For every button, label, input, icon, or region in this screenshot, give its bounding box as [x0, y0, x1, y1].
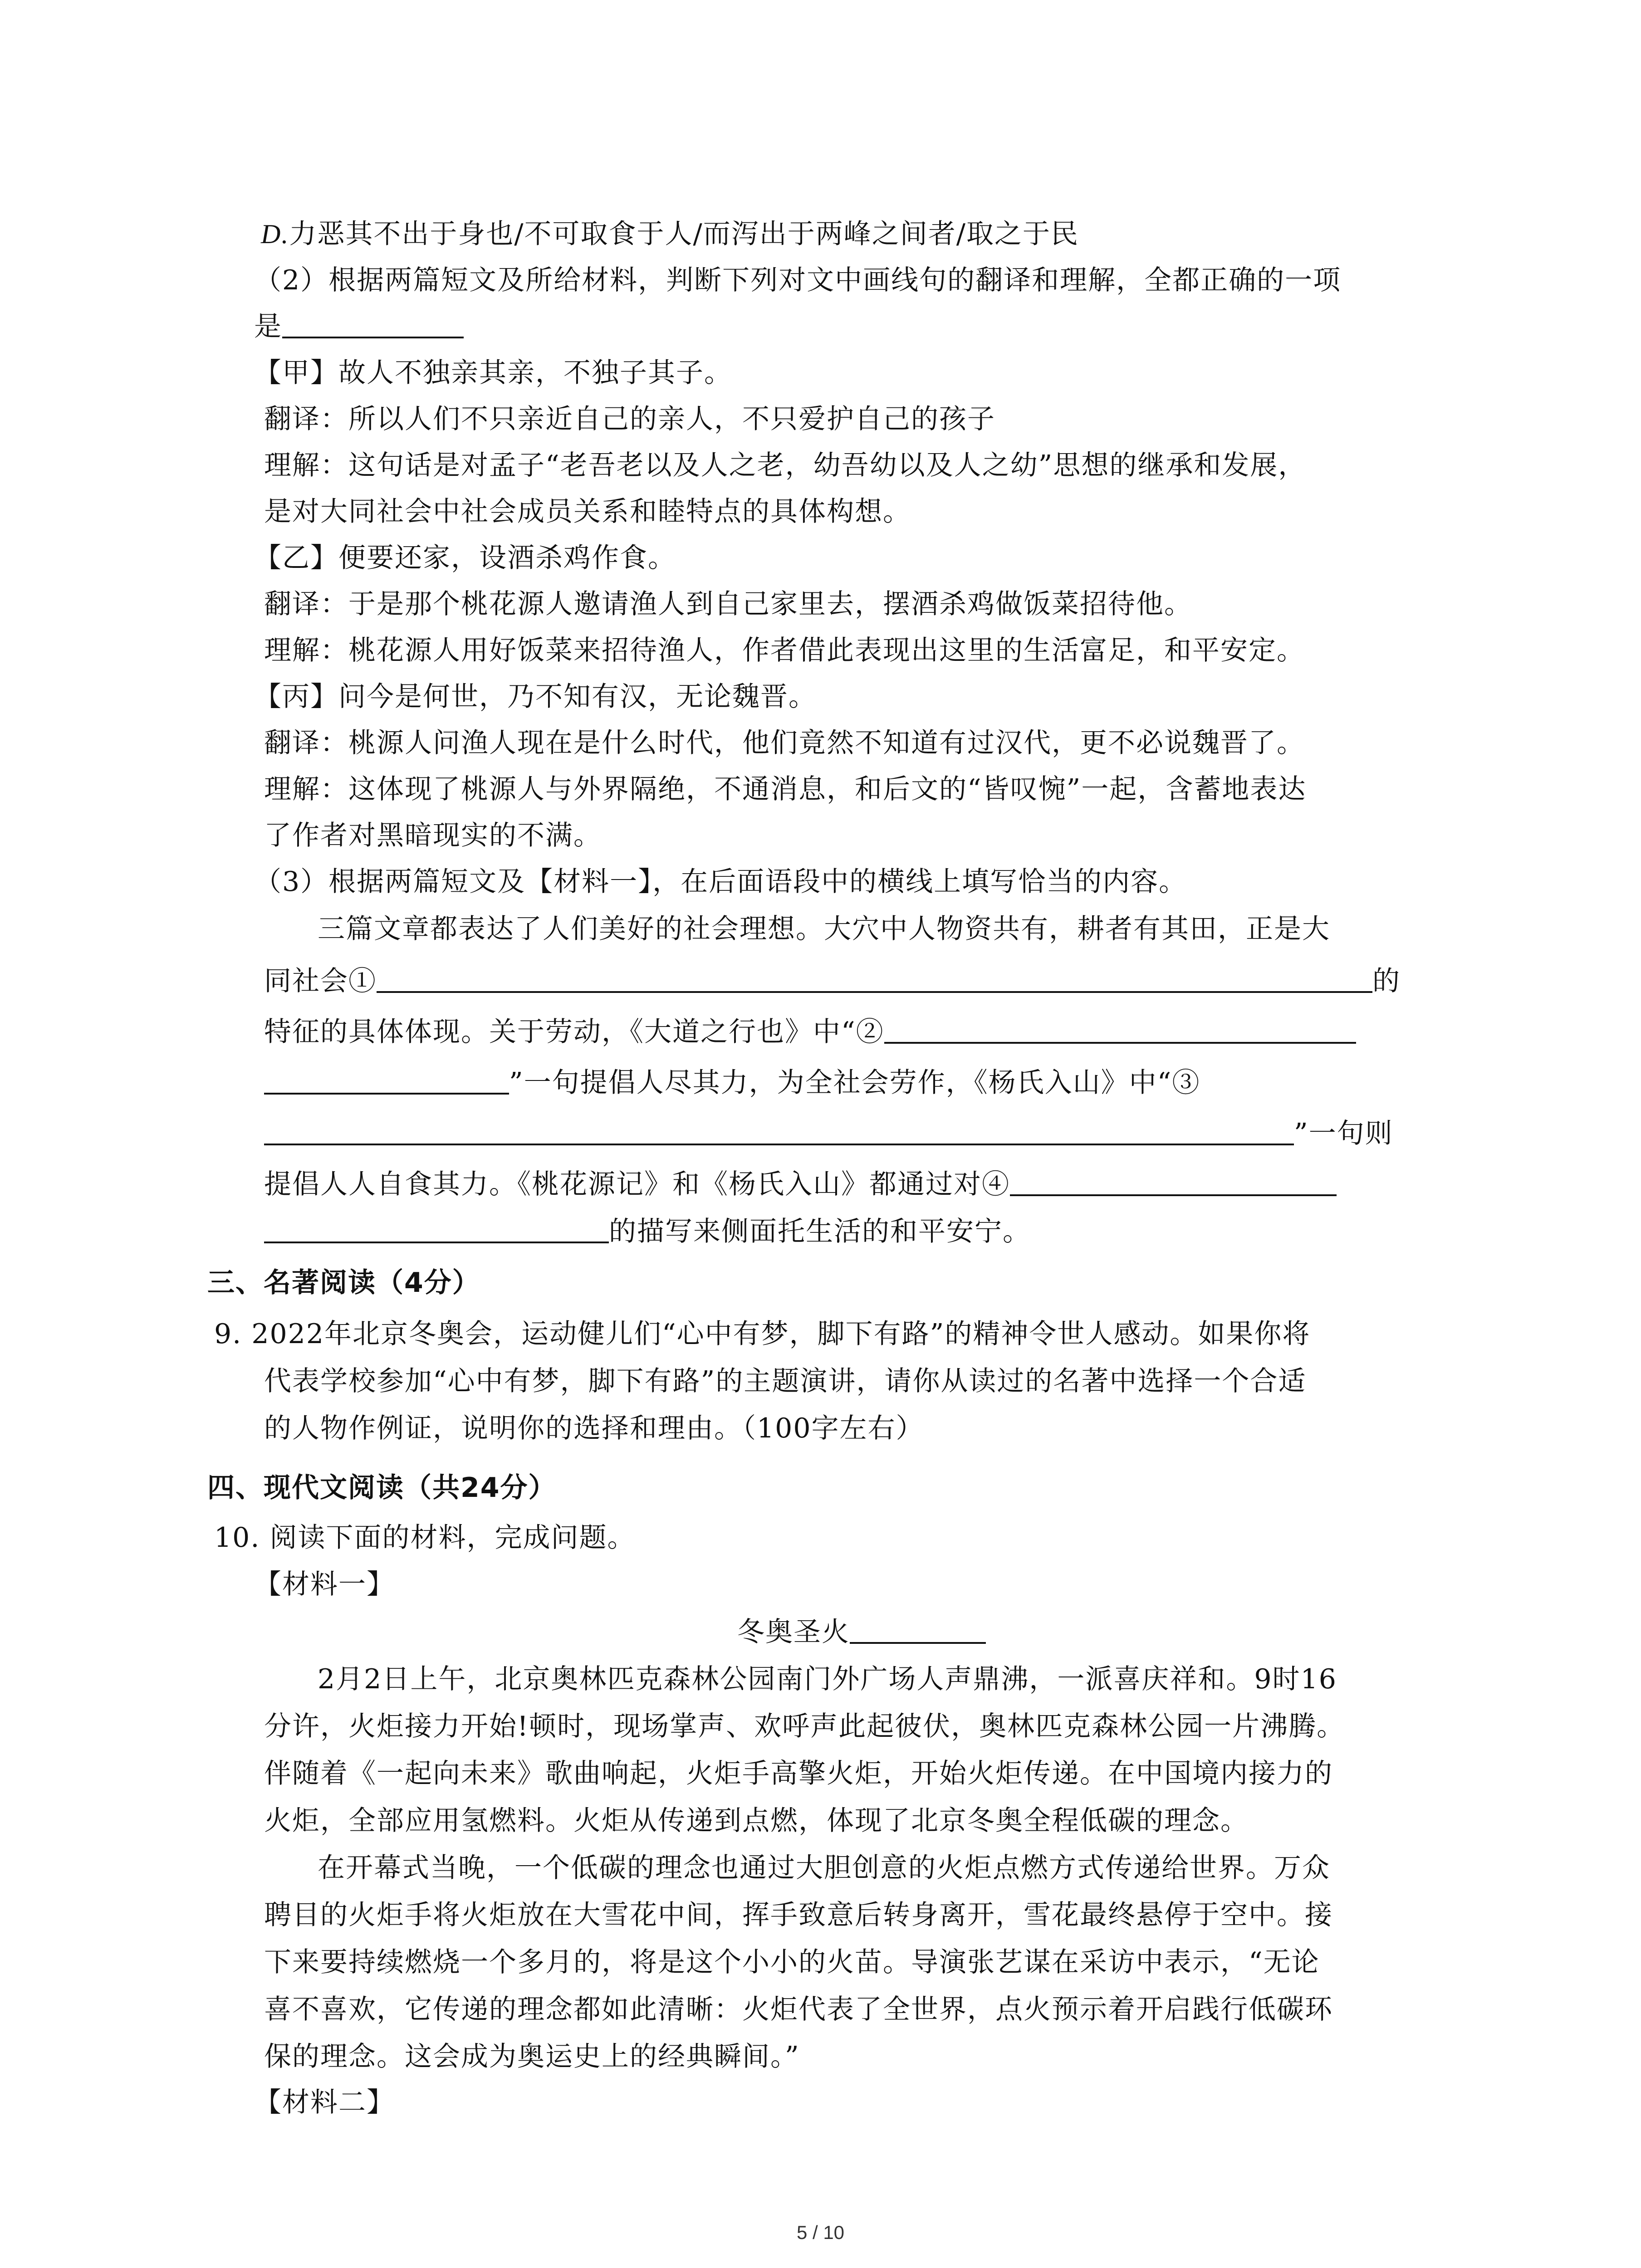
article-para-1-line-2: 分许，火炬接力开始!顿时，现场掌声、欢呼声此起彼伏，奥林匹克森林公园一片沸腾。	[264, 1711, 1345, 1742]
sentence-yi: 【乙】便要还家，设酒杀鸡作食。	[254, 542, 676, 574]
jia-translation: 翻译：所以人们不只亲近自己的亲人，不只爱护自己的孩子	[264, 403, 995, 435]
option-d-label: D.	[261, 219, 289, 249]
sentence-jia: 【甲】故人不独亲其亲，不独子其子。	[254, 357, 732, 389]
fill-paragraph-line-3: 特征的具体体现。关于劳动，《大道之行也》中“②	[264, 1016, 1356, 1048]
jia-understanding: 理解：这句话是对孟子“老吾老以及人之老，幼吾幼以及人之幼”思想的继承和发展，	[264, 450, 1307, 481]
option-d-text: 力恶其不出于身也/不可取食于人/而泻出于两峰之间者/取之于民	[289, 218, 1079, 250]
bing-translation: 翻译：桃源人问渔人现在是什么时代，他们竟然不知道有过汉代，更不必说魏晋了。	[264, 727, 1305, 759]
article-para-2-line-2: 聘目的火炬手将火炬放在大雪花中间，挥手致意后转身离开，雪花最终悬停于空中。接	[264, 1899, 1333, 1931]
section-3-heading: 三、名著阅读（4分）	[207, 1267, 480, 1299]
fill-paragraph-line-2: 同社会① 的	[264, 965, 1401, 997]
title-blank	[850, 1618, 986, 1644]
fill-paragraph-line-6: 提倡人人自食其力。《桃花源记》和《杨氏入山》都通过对④	[264, 1168, 1337, 1200]
fill-paragraph-line-7: 的描写来侧面托生活的和平安宁。	[264, 1216, 1031, 1247]
bing-understanding-cont: 了作者对黑暗现实的不满。	[264, 820, 602, 851]
jia-understanding-cont: 是对大同社会中社会成员关系和睦特点的具体构想。	[264, 496, 911, 528]
blank-1	[377, 967, 1372, 993]
blank-4-cont	[264, 1217, 609, 1243]
question-9-line-2: 代表学校参加“心中有梦，脚下有路”的主题演讲，请你从读过的名著中选择一个合适	[264, 1365, 1307, 1397]
fill-paragraph-line-4: ”一句提倡人尽其力，为全社会劳作，《杨氏入山》中“③	[264, 1067, 1200, 1099]
question-9-line-3: 的人物作例证，说明你的选择和理由。（100字左右）	[264, 1413, 924, 1444]
section-4-heading: 四、现代文阅读（共24分）	[207, 1472, 557, 1504]
sentence-bing: 【丙】问今是何世，乃不知有汉，无论魏晋。	[254, 681, 817, 713]
question-2-stem-end: 是	[254, 311, 464, 342]
article-title: 冬奥圣火	[737, 1616, 986, 1648]
option-d	[261, 218, 1079, 250]
blank-2-cont	[264, 1068, 509, 1095]
yi-translation: 翻译：于是那个桃花源人邀请渔人到自己家里去，摆酒杀鸡做饭菜招待他。	[264, 588, 1192, 620]
yi-understanding: 理解：桃花源人用好饭菜来招待渔人，作者借此表现出这里的生活富足，和平安定。	[264, 635, 1305, 666]
question-10-stem: 10. 阅读下面的材料，完成问题。	[214, 1522, 636, 1554]
blank-3	[264, 1119, 1294, 1145]
blank-4	[1010, 1170, 1337, 1196]
answer-blank	[282, 312, 464, 338]
material-2-label: 【材料二】	[254, 2087, 395, 2118]
article-para-2-line-3: 下来要持续燃烧一个多月的，将是这个小小的火苗。导演张艺谋在采访中表示，“无论	[264, 1946, 1320, 1978]
article-para-2-line-4: 喜不喜欢，它传递的理念都如此清晰：火炬代表了全世界，点火预示着开启践行低碳环	[264, 1994, 1333, 2025]
blank-2	[884, 1017, 1356, 1044]
question-9-line-1: 9. 2022年北京冬奥会，运动健儿们“心中有梦，脚下有路”的精神令世人感动。如果你将	[214, 1318, 1311, 1350]
article-para-1-line-3: 伴随着《一起向未来》歌曲响起，火炬手高擎火炬，开始火炬传递。在中国境内接力的	[264, 1758, 1333, 1789]
page-number: 5 / 10	[796, 2222, 845, 2243]
question-3-stem: （3）根据两篇短文及【材料一】，在后面语段中的横线上填写恰当的内容。	[254, 866, 1187, 898]
question-2-stem: （2）根据两篇短文及所给材料，判断下列对文中画线句的翻译和理解，全都正确的一项	[254, 264, 1342, 296]
article-para-1-line-1: 2月2日上午，北京奥林匹克森林公园南门外广场人声鼎沸，一派喜庆祥和。9时16	[318, 1663, 1337, 1695]
fill-paragraph-line-5: ”一句则	[264, 1118, 1393, 1149]
article-para-1-line-4: 火炬，全部应用氢燃料。火炬从传递到点燃，体现了北京冬奥全程低碳的理念。	[264, 1805, 1249, 1837]
article-para-2-line-1: 在开幕式当晚，一个低碳的理念也通过大胆创意的火炬点燃方式传递给世界。万众	[318, 1852, 1330, 1884]
bing-understanding: 理解：这体现了桃源人与外界隔绝，不通消息，和后文的“皆叹惋”一起，含蓄地表达	[264, 773, 1307, 805]
article-para-2-line-5: 保的理念。这会成为奥运史上的经典瞬间。”	[264, 2041, 800, 2072]
material-1-label: 【材料一】	[254, 1569, 395, 1600]
fill-paragraph-line-1: 三篇文章都表达了人们美好的社会理想。大穴中人物资共有，耕者有其田，正是大	[318, 913, 1330, 945]
